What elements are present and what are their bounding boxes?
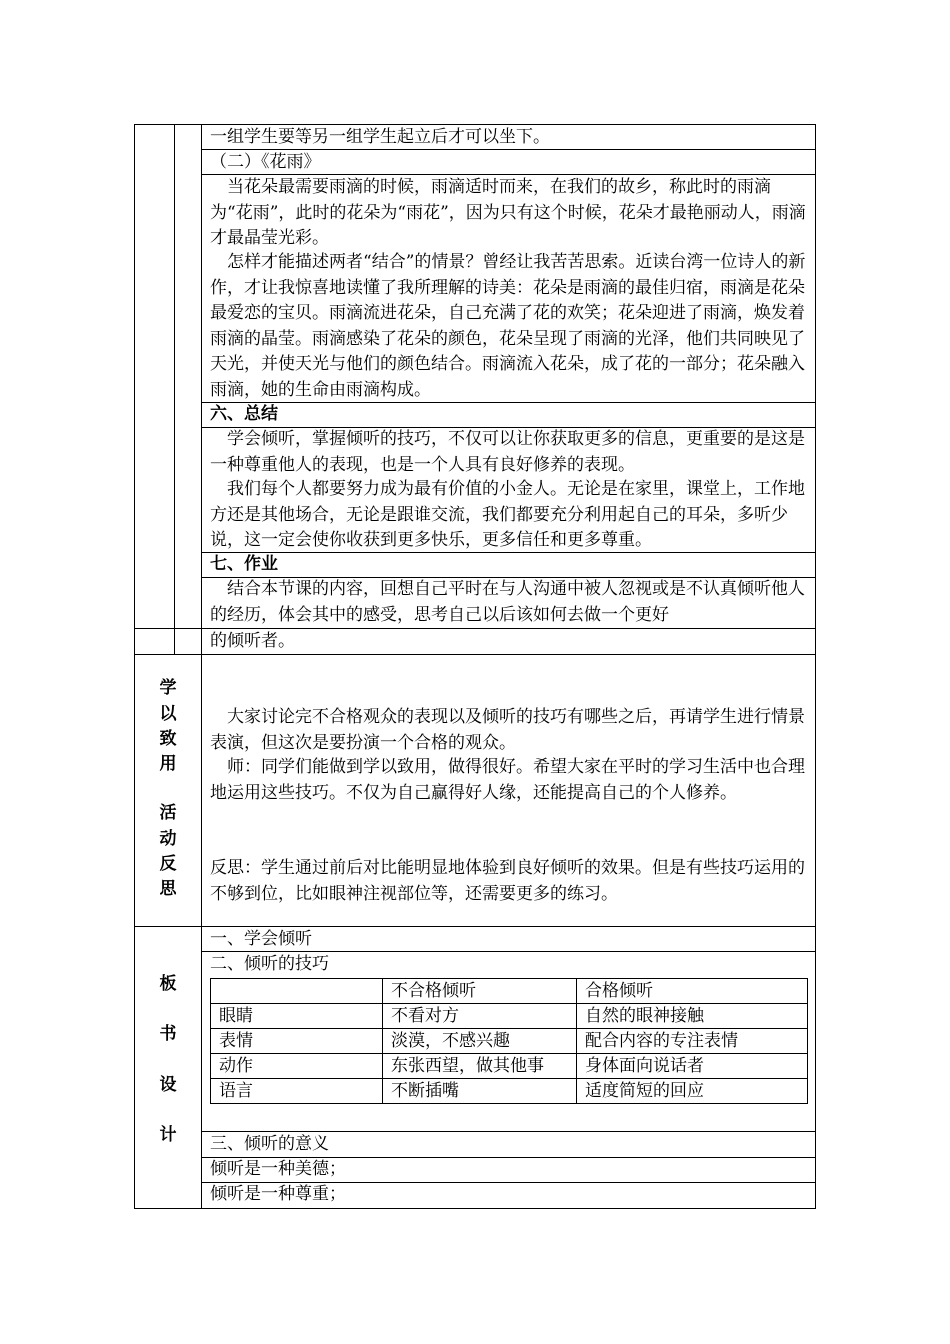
homework-paragraph-end: 的倾听者。	[210, 631, 295, 651]
reflect-paragraph-2: 师：同学们能做到学以致用，做得很好。希望大家在平时的学习生活中也合理地运用这些技巧。不仅为自己赢得好人缘，还能提高自己的个人修养。	[210, 757, 805, 803]
side-char: 以	[159, 704, 177, 724]
board-line-3: 三、倾听的意义	[210, 1134, 329, 1154]
summary-paragraph-1: 学会倾听，掌握倾听的技巧，不仅可以让你获取更多的信息，更重要的是这是一种尊重他人的表现，也是一个人具有良好修养的表现。	[210, 429, 805, 475]
skills-table	[210, 978, 808, 1104]
side-char: 用	[159, 754, 177, 774]
table-cell: 动作	[211, 1054, 383, 1079]
summary-paragraph-2: 我们每个人都要努力成为最有价值的小金人。无论是在家里，课堂上，工作地方还是其他场合，无论是跟谁交流，我们都要充分利用起自己的耳朵，多听少说，这一定会使你收获到更多快乐，更多信任和更多尊重。	[210, 479, 805, 550]
board-line-5: 倾听是一种尊重；	[210, 1184, 346, 1204]
table-cell: 眼睛	[211, 1004, 383, 1029]
huayu-paragraph-2: 怎样才能描述两者“结合”的情景？曾经让我苦苦思索。近读台湾一位诗人的新作，才让我惊喜地读懂了我所理解的诗美：花朵是雨滴的最佳归宿，雨滴是花朵最爱恋的宝贝。雨滴流进花朵，自己充满了花的欢笑；花朵迎进了雨滴，焕发着雨滴的晶莹。雨滴感染了花朵的颜色，花朵呈现了雨滴的光泽，他们共同映见了天光，并使天光与他们的颜色结合。雨滴流入花朵，成了花的一部分；花朵融入雨滴，她的生命由雨滴构成。	[210, 252, 806, 400]
table-header-cell: 合格倾听	[577, 979, 808, 1004]
table-cell: 语言	[211, 1079, 383, 1104]
table-cell: 淡漠，不感兴趣	[383, 1029, 577, 1054]
table-cell: 适度简短的回应	[577, 1079, 808, 1104]
side-char: 板	[159, 974, 177, 994]
summary-heading: 六、总结	[210, 404, 278, 424]
table-row	[211, 1029, 808, 1054]
table-row	[211, 1054, 808, 1079]
reflect-paragraph-3: 反思：学生通过前后对比能明显地体验到良好倾听的效果。但是有些技巧运用的不够到位，比如眼神注视部位等，还需要更多的练习。	[210, 858, 805, 904]
huayu-paragraph-1: 当花朵最需要雨滴的时候，雨滴适时而来，在我们的故乡，称此时的雨滴为“花雨”，此时的花朵为“雨花”，因为只有这个时候，花朵才最艳丽动人，雨滴才最晶莹光彩。	[210, 177, 806, 248]
side-char: 计	[159, 1125, 177, 1145]
board-line-2: 二、倾听的技巧	[210, 954, 329, 974]
table-header-row	[211, 979, 808, 1004]
table-row	[211, 1079, 808, 1104]
table-header-cell: 不合格倾听	[383, 979, 577, 1004]
reflect-paragraph-1: 大家讨论完不合格观众的表现以及倾听的技巧有哪些之后，再请学生进行情景表演，但这次是要扮演一个合格的观众。	[210, 707, 805, 753]
col-divider-1	[201, 124, 202, 1208]
table-cell: 不看对方	[383, 1004, 577, 1029]
side-char: 反	[159, 854, 177, 874]
huayu-title: （二）《花雨》	[210, 152, 321, 172]
side-char: 思	[159, 879, 177, 899]
col-divider-0	[174, 124, 175, 654]
board-line-4: 倾听是一种美德；	[210, 1159, 346, 1179]
side-char: 学	[159, 678, 177, 698]
table-row	[211, 1004, 808, 1029]
table-cell: 不断插嘴	[383, 1079, 577, 1104]
side-char: 动	[159, 829, 177, 849]
row1-text: 一组学生要等另一组学生起立后才可以坐下。	[210, 127, 550, 147]
side-char: 致	[159, 729, 177, 749]
side-char: 书	[159, 1024, 177, 1044]
table-cell: 表情	[211, 1029, 383, 1054]
board-line-1: 一、学会倾听	[210, 929, 312, 949]
table-cell: 配合内容的专注表情	[577, 1029, 808, 1054]
table-cell: 东张西望，做其他事	[383, 1054, 577, 1079]
side-char: 设	[159, 1075, 177, 1095]
table-cell: 自然的眼神接触	[577, 1004, 808, 1029]
homework-heading: 七、作业	[210, 554, 278, 574]
table-header-cell	[211, 979, 383, 1004]
side-char: 活	[159, 803, 177, 823]
homework-paragraph: 结合本节课的内容，回想自己平时在与人沟通中被人忽视或是不认真倾听他人的经历，体会其中的感受，思考自己以后该如何去做一个更好	[210, 579, 805, 625]
table-cell: 身体面向说话者	[577, 1054, 808, 1079]
